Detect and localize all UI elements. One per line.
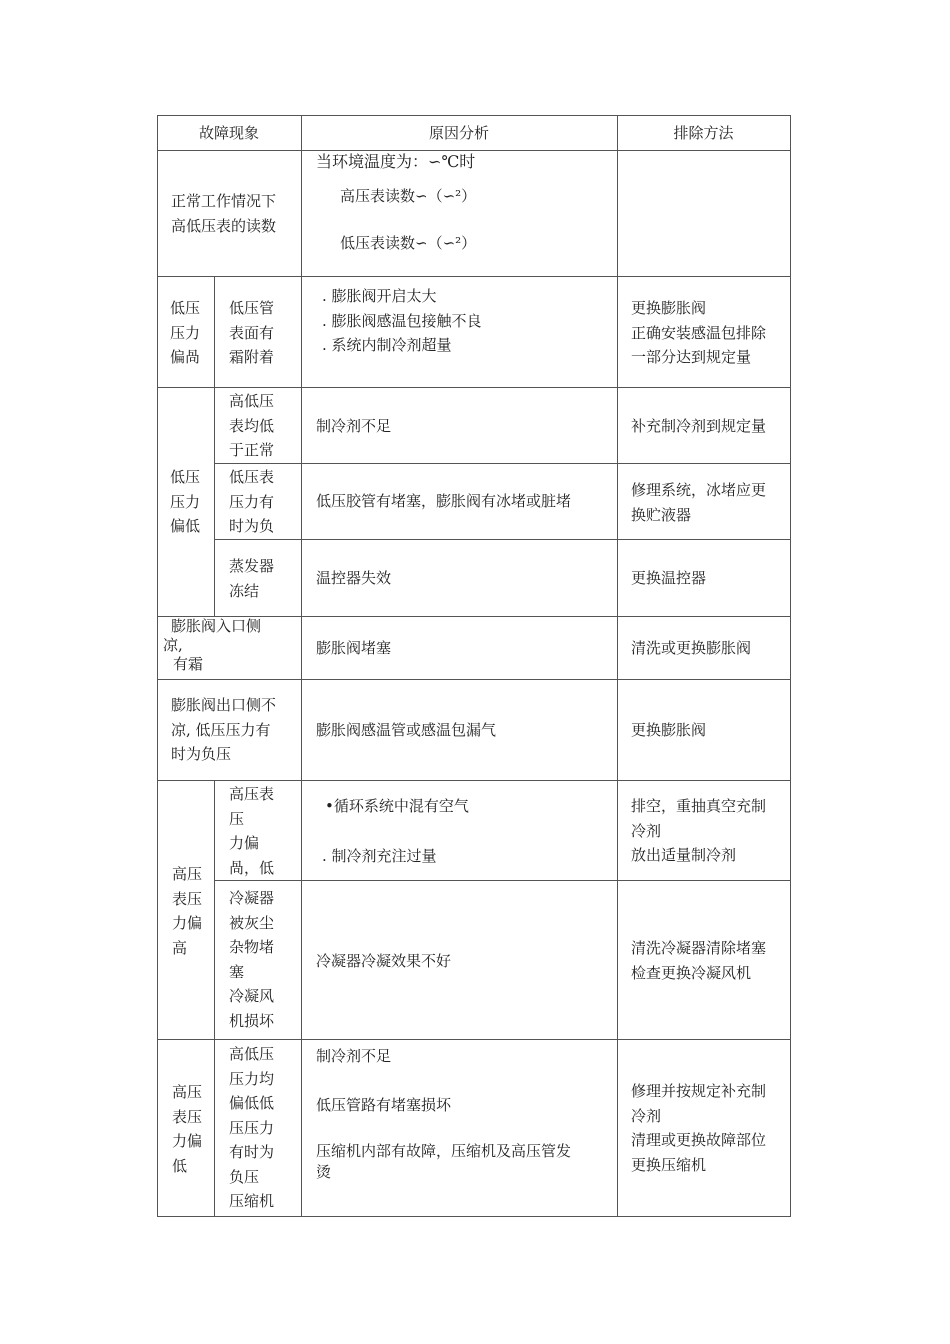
header-cause: 原因分析: [428, 124, 489, 142]
low-high-group: 低压 压力 偏咼: [170, 299, 201, 366]
low-low-fix3: 更换温控器: [631, 569, 707, 587]
high-low-cause-b: 低压管路有堵塞损坏: [316, 1096, 452, 1114]
low-high-causes: . 膨胀阀开启太大 . 膨胀阀感温包接触不良 . 系统内制冷剂超量: [322, 287, 482, 354]
high-high-sub1: 高压表 压 力偏 咼，低: [229, 785, 275, 877]
high-high-cause1a: •循环系统中混有空气: [325, 797, 469, 815]
rule: [790, 115, 791, 1217]
high-high-cause2: 冷凝器冷凝效果不好: [316, 952, 452, 970]
low-low-cause3: 温控器失效: [316, 569, 392, 587]
rule: [157, 276, 791, 277]
low-low-cause2: 低压胶管有堵塞，膨胀阀有冰堵或脏堵: [316, 492, 572, 510]
low-high-sub: 低压管 表面有 霜附着: [229, 299, 275, 366]
low-low-fix2: 修理系统，冰堵应更 换贮液器: [631, 481, 767, 524]
low-low-sub1: 高低压 表均低 于正常: [229, 392, 275, 459]
normal-symptom: 正常工作情况下 高低压表的读数: [171, 192, 277, 235]
valve-inlet-cause: 膨胀阀堵塞: [316, 639, 392, 657]
valve-outlet-symptom: 膨胀阀出口侧不 凉, 低压压力有 时为负压: [171, 696, 277, 763]
valve-inlet-symptom: 膨胀阀入口侧 凉, 有霜: [163, 617, 262, 673]
header-fix: 排除方法: [673, 124, 734, 142]
rule: [301, 115, 302, 1217]
high-low-cause-c: 压缩机内部有故障，压缩机及高压管发 烫: [316, 1142, 572, 1181]
valve-outlet-fix: 更换膨胀阀: [631, 721, 707, 739]
high-low-sub: 高低压 压力均 偏低低 压压力 有时为 负压 压缩机: [229, 1045, 275, 1210]
high-low-cause-a: 制冷剂不足: [316, 1047, 392, 1065]
high-high-fix2: 清洗冷凝器清除堵塞 检查更换冷凝风机: [631, 939, 767, 982]
header-symptom: 故障现象: [198, 124, 259, 142]
rule: [157, 1039, 791, 1040]
high-high-cause1b: . 制冷剂充注过量: [322, 847, 437, 865]
normal-cause-line2: 高压表读数∽（∽²）: [340, 187, 477, 205]
high-high-sub2: 冷凝器 被灰尘 杂物堵 塞 冷凝风 机损坏: [229, 889, 275, 1030]
rule: [617, 276, 618, 1217]
high-low-fixes: 修理并按规定补充制 冷剂 清理或更换故障部位 更换压缩机: [631, 1082, 767, 1174]
valve-inlet-fix: 清洗或更换膨胀阀: [631, 639, 752, 657]
rule: [157, 387, 791, 388]
low-low-sub3: 蒸发器 冻结: [229, 557, 275, 600]
high-high-fix1: 排空，重抽真空充制 冷剂 放出适量制冷剂: [631, 797, 767, 864]
rule: [157, 780, 791, 781]
low-high-fixes: 更换膨胀阀 正确安装感温包排除 一部分达到规定量: [631, 299, 767, 366]
high-high-group: 高压 表压 力偏 高: [172, 865, 203, 957]
low-low-cause1: 制冷剂不足: [316, 417, 392, 435]
valve-outlet-cause: 膨胀阀感温管或感温包漏气: [316, 721, 497, 739]
low-low-sub2: 低压表 压力有 时为负: [229, 468, 275, 535]
rule: [214, 276, 215, 616]
normal-cause-line1: 当环境温度为：∽℃时: [316, 152, 476, 171]
rule: [157, 115, 791, 116]
rule: [157, 679, 791, 680]
rule: [157, 115, 158, 1217]
rule: [214, 780, 215, 1217]
rule: [157, 1216, 791, 1217]
high-low-group: 高压 表压 力偏 低: [172, 1083, 203, 1175]
low-low-group: 低压 压力 偏低: [170, 468, 201, 535]
normal-cause-line3: 低压表读数∽（∽²）: [340, 234, 477, 252]
low-low-fix1: 补充制冷剂到规定量: [631, 417, 767, 435]
